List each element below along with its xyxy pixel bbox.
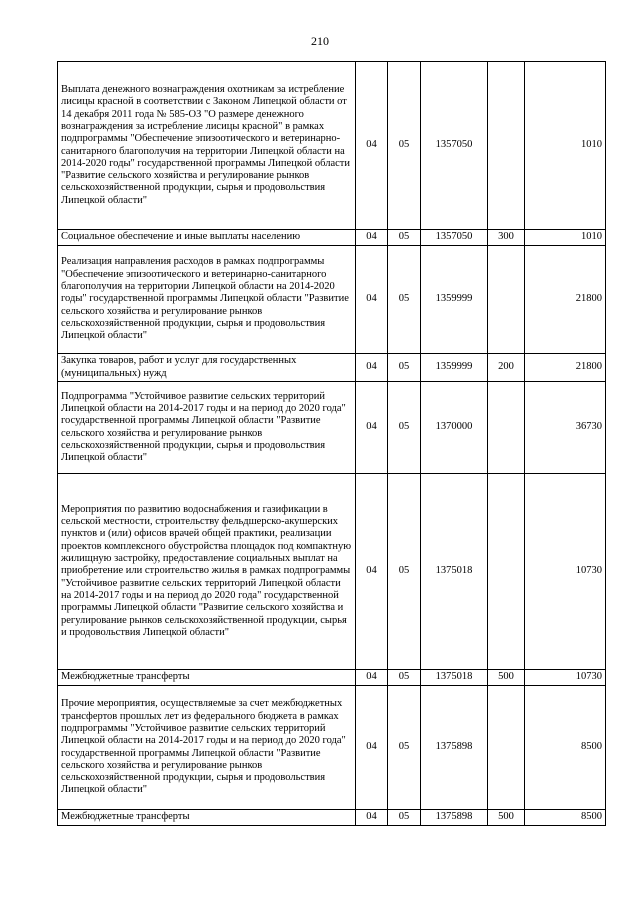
row-subsection: 05 bbox=[388, 382, 421, 474]
row-section: 04 bbox=[356, 382, 388, 474]
row-sum: 1010 bbox=[525, 230, 606, 246]
row-type bbox=[488, 474, 525, 670]
row-name: Реализация направления расходов в рамках подпрограммы "Обеспечение эпизоотического и ветеринарно-санитарного благополучия на территории Липецкой области на 2014-2020 годы" государственной программы Липецкой области "Развитие сельского хозяйства и регулирование рынков сельскохозяйственной продукции, сырья и продовольствия Липецкой области" bbox=[58, 246, 356, 354]
row-section: 04 bbox=[356, 810, 388, 826]
row-name: Межбюджетные трансферты bbox=[58, 810, 356, 826]
row-article: 1370000 bbox=[421, 382, 488, 474]
table-row bbox=[58, 246, 606, 354]
row-name: Подпрограмма "Устойчивое развитие сельских территорий Липецкой области на 2014-2017 годы и на период до 2020 года" государственной программы Липецкой области "Развитие сельского хозяйства и регулирование рынков сельскохозяйственной продукции, сырья и продовольствия Липецкой области" bbox=[58, 382, 356, 474]
row-subsection: 05 bbox=[388, 246, 421, 354]
row-article: 1375898 bbox=[421, 810, 488, 826]
row-article: 1375018 bbox=[421, 474, 488, 670]
page-number: 210 bbox=[311, 34, 329, 48]
row-subsection: 05 bbox=[388, 230, 421, 246]
table-row bbox=[58, 62, 606, 230]
row-section: 04 bbox=[356, 246, 388, 354]
row-subsection: 05 bbox=[388, 810, 421, 826]
row-article: 1357050 bbox=[421, 230, 488, 246]
row-section: 04 bbox=[356, 474, 388, 670]
row-type bbox=[488, 246, 525, 354]
row-subsection: 05 bbox=[388, 670, 421, 686]
table-row bbox=[58, 382, 606, 474]
row-section: 04 bbox=[356, 230, 388, 246]
row-subsection: 05 bbox=[388, 354, 421, 382]
row-subsection: 05 bbox=[388, 686, 421, 810]
row-sum: 10730 bbox=[525, 474, 606, 670]
row-sum: 21800 bbox=[525, 354, 606, 382]
table-row bbox=[58, 230, 606, 246]
row-sum: 21800 bbox=[525, 246, 606, 354]
row-subsection: 05 bbox=[388, 474, 421, 670]
row-article: 1359999 bbox=[421, 246, 488, 354]
row-subsection: 05 bbox=[388, 62, 421, 230]
table-row bbox=[58, 670, 606, 686]
row-sum: 10730 bbox=[525, 670, 606, 686]
row-type bbox=[488, 382, 525, 474]
table-row bbox=[58, 686, 606, 810]
row-sum: 8500 bbox=[525, 810, 606, 826]
row-name: Межбюджетные трансферты bbox=[58, 670, 356, 686]
row-type: 300 bbox=[488, 230, 525, 246]
row-name: Социальное обеспечение и иные выплаты населению bbox=[58, 230, 356, 246]
row-section: 04 bbox=[356, 686, 388, 810]
row-sum: 1010 bbox=[525, 62, 606, 230]
row-sum: 8500 bbox=[525, 686, 606, 810]
row-name: Прочие мероприятия, осуществляемые за счет межбюджетных трансфертов прошлых лет из федерального бюджета в рамках подпрограммы "Устойчивое развитие сельских территорий Липецкой области на 2014-2017 годы и на период до 2020 года" государственной программы Липецкой области "Развитие сельского хозяйства и регулирование рынков сельскохозяйственной продукции, сырья и продовольствия Липецкой области" bbox=[58, 686, 356, 810]
row-article: 1359999 bbox=[421, 354, 488, 382]
row-article: 1375898 bbox=[421, 686, 488, 810]
row-type: 500 bbox=[488, 810, 525, 826]
row-article: 1375018 bbox=[421, 670, 488, 686]
row-section: 04 bbox=[356, 670, 388, 686]
table-row bbox=[58, 474, 606, 670]
row-type: 200 bbox=[488, 354, 525, 382]
row-type bbox=[488, 686, 525, 810]
table-row bbox=[58, 810, 606, 826]
row-type: 500 bbox=[488, 670, 525, 686]
row-article: 1357050 bbox=[421, 62, 488, 230]
row-name: Выплата денежного вознаграждения охотникам за истребление лисицы красной в соответствии с Законом Липецкой области от 14 декабря 2011 года № 585-ОЗ "О размере денежного вознаграждения за истребление лисицы красной" в рамках подпрограммы "Обеспечение эпизоотического и ветеринарно-санитарного благополучия на территории Липецкой области на 2014-2020 годы" государственной программы Липецкой области "Развитие сельского хозяйства и регулирование рынков сельскохозяйственной продукции, сырья и продовольствия Липецкой области" bbox=[58, 62, 356, 230]
table-row bbox=[58, 354, 606, 382]
budget-table bbox=[57, 61, 606, 826]
row-sum: 36730 bbox=[525, 382, 606, 474]
row-name: Мероприятия по развитию водоснабжения и газификации в сельской местности, строительству фельдшерско-акушерских пунктов и (или) офисов врачей общей практики, реализации проектов комплексного обустройства площадок под компактную жилищную застройку, предоставление социальных выплат на приобретение или строительство жилья в рамках подпрограммы "Устойчивое развитие сельских территорий Липецкой области на 2014-2017 годы и на период до 2020 года" государственной программы Липецкой области "Развитие сельского хозяйства и регулирование рынков сельскохозяйственной продукции, сырья и продовольствия Липецкой области" bbox=[58, 474, 356, 670]
row-name: Закупка товаров, работ и услуг для государственных (муниципальных) нужд bbox=[58, 354, 356, 382]
row-type bbox=[488, 62, 525, 230]
row-section: 04 bbox=[356, 62, 388, 230]
row-section: 04 bbox=[356, 354, 388, 382]
